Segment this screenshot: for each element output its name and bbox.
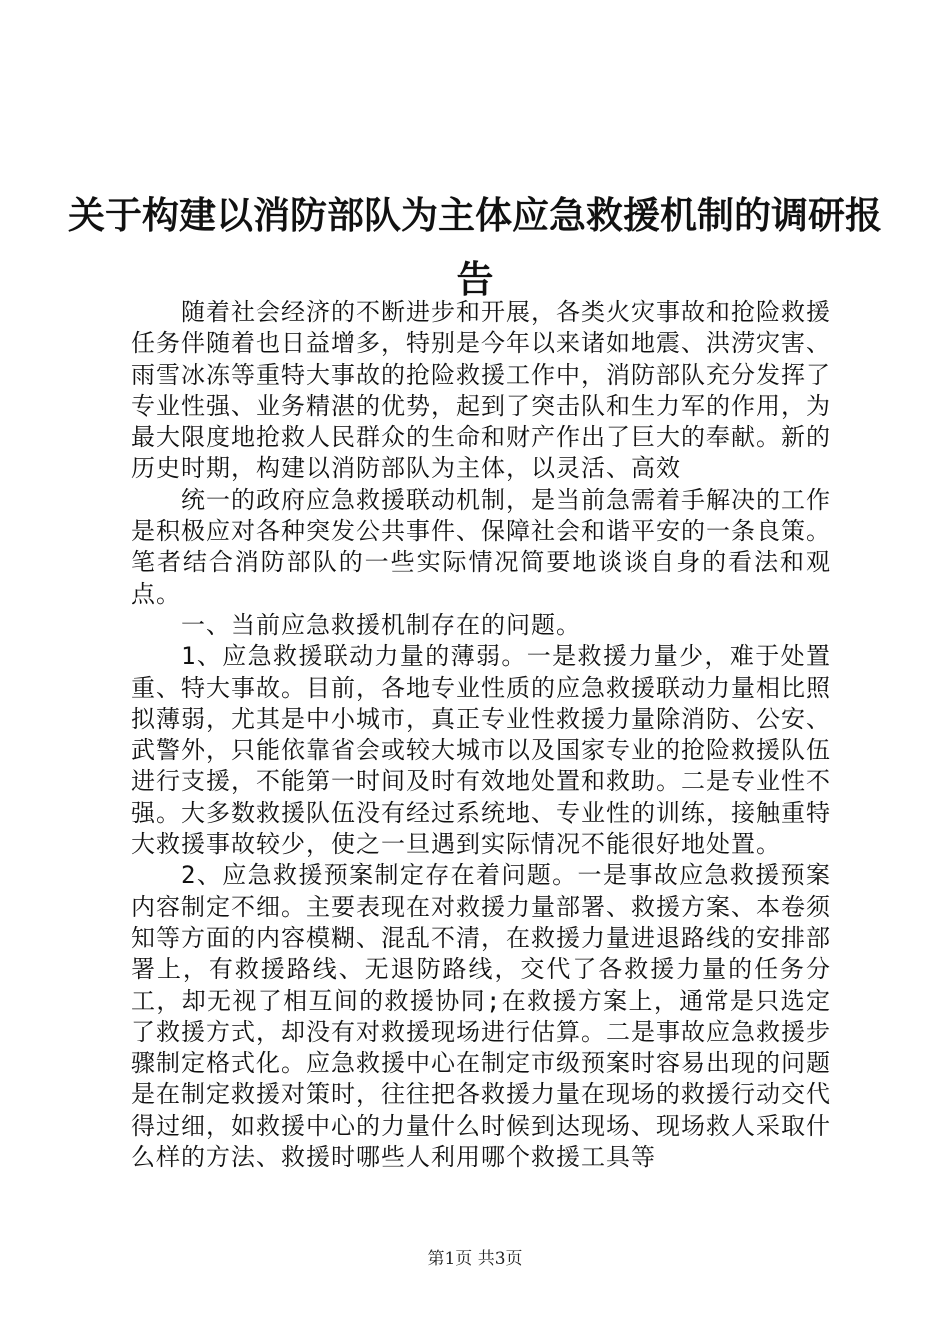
document-title: 关于构建以消防部队为主体应急救援机制的调研报告 [68, 193, 882, 301]
paragraph-intro: 随着社会经济的不断进步和开展，各类火灾事故和抢险救援任务伴随着也日益增多，特别是今年以来诸如地震、洪涝灾害、雨雪冰冻等重特大事故的抢险救援工作中，消防部队充分发挥了专业性强、业务精湛的优势，起到了突击队和生力军的作用，为最大限度地抢救人民群众的生命和财产作出了巨大的奉献。新的历史时期，构建以消防部队为主体，以灵活、高效 [131, 298, 831, 483]
paragraph-point-1: 1、应急救援联动力量的薄弱。一是救援力量少，难于处置重、特大事故。目前，各地专业性质的应急救援联动力量相比照拟薄弱，尤其是中小城市，真正专业性救援力量除消防、公安、武警外，只能依靠省会或较大城市以及国家专业的抢险救援队伍进行支援，不能第一时间及时有效地处置和救助。二是专业性不强。大多数救援队伍没有经过系统地、专业性的训练，接触重特大救援事故较少，使之一旦遇到实际情况不能很好地处置。 [131, 642, 831, 859]
section-heading: 一、当前应急救援机制存在的问题。 [181, 610, 581, 639]
paragraph-continuation: 统一的政府应急救援联动机制，是当前急需着手解决的工作是积极应对各种突发公共事件、保障社会和谐平安的一条良策。笔者结合消防部队的一些实际情况简要地谈谈自身的看法和观点。 [131, 485, 831, 608]
page-footer: 第1页 共3页 [427, 1249, 523, 1269]
document-body [131, 297, 831, 1173]
paragraph-point-2: 2、应急救援预案制定存在着问题。一是事故应急救援预案内容制定不细。主要表现在对救援力量部署、救援方案、本卷须知等方面的内容模糊、混乱不清，在救援力量进退路线的安排部署上，有救援路线、无退防路线，交代了各救援力量的任务分工，却无视了相互间的救援协同;在救援方案上，通常是只选定了救援方式，却没有对救援现场进行估算。二是事故应急救援步骤制定格式化。应急救援中心在制定市级预案时容易出现的问题是在制定救援对策时，往往把各救援力量在现场的救援行动交代得过细，如救援中心的力量什么时候到达现场、现场救人采取什么样的方法、救援时哪些人利用哪个救援工具等 [131, 861, 831, 1172]
